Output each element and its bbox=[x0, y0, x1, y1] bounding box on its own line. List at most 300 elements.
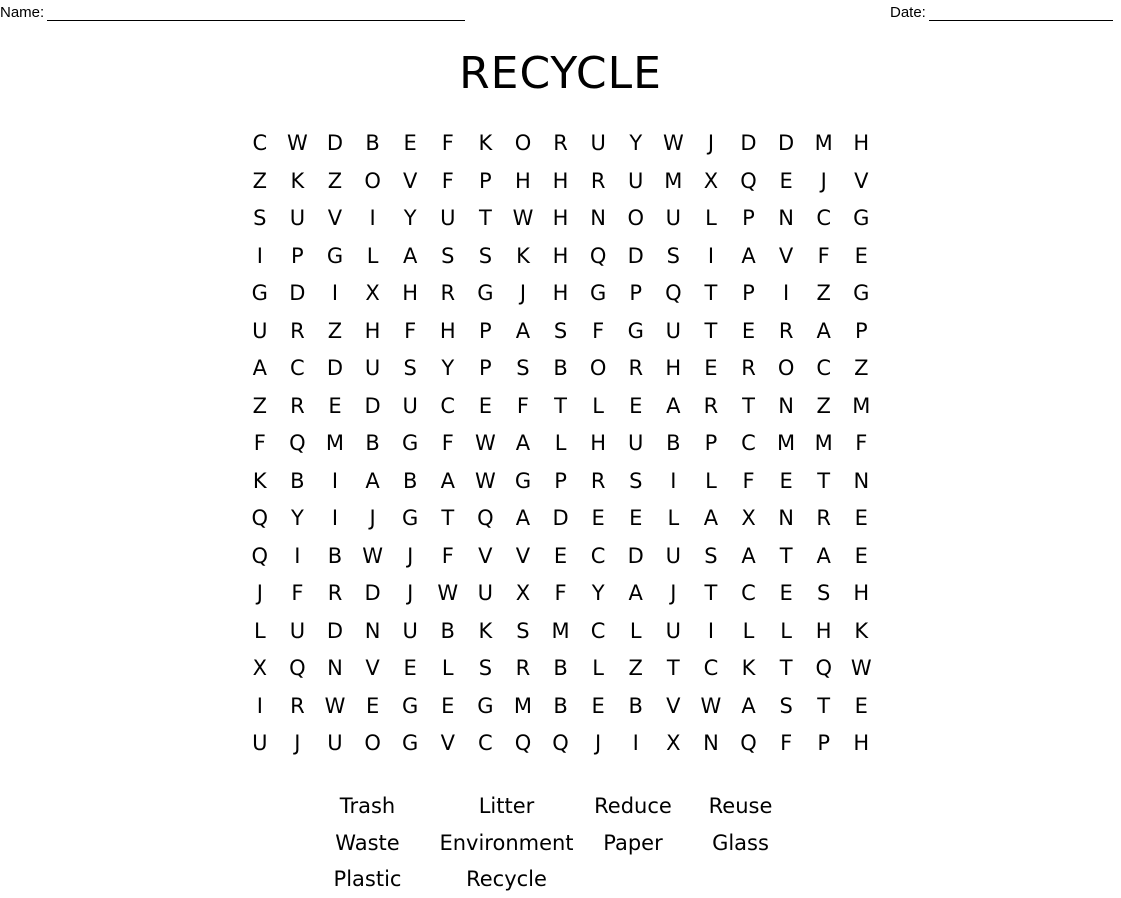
grid-letter[interactable]: E bbox=[854, 506, 868, 530]
grid-letter[interactable]: P bbox=[629, 281, 643, 305]
grid-letter[interactable]: W bbox=[512, 206, 534, 230]
grid-letter[interactable]: S bbox=[553, 318, 568, 343]
grid-letter[interactable]: E bbox=[403, 656, 417, 680]
grid-letter[interactable]: T bbox=[704, 581, 718, 605]
grid-letter[interactable]: Y bbox=[403, 206, 417, 230]
grid-letter[interactable]: C bbox=[290, 356, 305, 380]
grid-letter[interactable]: D bbox=[364, 581, 381, 605]
word-bank-item: Plastic bbox=[333, 867, 402, 891]
grid-letter[interactable]: U bbox=[289, 206, 306, 230]
grid-letter[interactable]: P bbox=[817, 731, 831, 755]
grid-letter[interactable]: E bbox=[779, 468, 793, 493]
grid-letter[interactable]: K bbox=[478, 131, 493, 155]
grid-letter[interactable]: U bbox=[665, 318, 682, 343]
grid-letter[interactable]: K bbox=[854, 618, 869, 643]
grid-letter[interactable]: S bbox=[516, 356, 530, 380]
grid-letter[interactable]: A bbox=[816, 318, 831, 343]
grid-letter[interactable]: H bbox=[665, 356, 682, 380]
grid-letter[interactable]: E bbox=[441, 693, 455, 718]
grid-letter[interactable]: K bbox=[252, 468, 267, 493]
grid-letter[interactable]: V bbox=[327, 206, 343, 230]
grid-letter[interactable]: U bbox=[628, 431, 644, 455]
grid-letter[interactable]: F bbox=[592, 318, 605, 343]
grid-letter[interactable]: H bbox=[515, 168, 531, 193]
grid-letter[interactable]: X bbox=[365, 281, 380, 305]
grid-letter[interactable]: C bbox=[440, 393, 456, 418]
grid-letter[interactable]: I bbox=[331, 506, 339, 530]
grid-letter[interactable]: X bbox=[666, 731, 681, 755]
grid-letter[interactable]: A bbox=[741, 543, 756, 568]
grid-letter[interactable]: B bbox=[553, 693, 568, 718]
grid-letter[interactable]: S bbox=[666, 243, 680, 268]
grid-letter[interactable]: F bbox=[554, 581, 567, 605]
grid-letter[interactable]: N bbox=[778, 393, 794, 418]
grid-letter[interactable]: I bbox=[256, 243, 263, 268]
grid-letter[interactable]: N bbox=[590, 206, 606, 230]
grid-letter[interactable]: D bbox=[627, 243, 644, 268]
grid-letter[interactable]: E bbox=[629, 393, 643, 418]
grid-letter[interactable]: Y bbox=[441, 356, 455, 380]
grid-letter[interactable]: I bbox=[707, 243, 715, 268]
grid-letter[interactable]: J bbox=[256, 581, 263, 605]
grid-letter[interactable]: T bbox=[704, 318, 718, 343]
grid-letter[interactable]: E bbox=[591, 693, 605, 718]
grid-letter[interactable]: M bbox=[513, 693, 533, 718]
grid-letter[interactable]: G bbox=[477, 281, 494, 305]
grid-letter[interactable]: A bbox=[402, 243, 418, 268]
grid-letter[interactable]: Z bbox=[816, 281, 831, 305]
grid-letter[interactable]: Q bbox=[552, 731, 569, 755]
grid-letter[interactable]: F bbox=[441, 543, 454, 568]
grid-letter[interactable]: L bbox=[366, 243, 379, 268]
grid-letter[interactable]: J bbox=[595, 731, 602, 755]
grid-letter[interactable]: E bbox=[403, 131, 417, 155]
grid-letter[interactable]: E bbox=[553, 543, 568, 568]
grid-letter[interactable]: G bbox=[402, 731, 419, 755]
grid-letter[interactable]: L bbox=[592, 393, 604, 418]
grid-letter[interactable]: D bbox=[740, 131, 757, 155]
grid-letter[interactable]: W bbox=[324, 693, 346, 718]
grid-letter[interactable]: C bbox=[590, 543, 606, 568]
grid-letter[interactable]: D bbox=[326, 131, 344, 155]
grid-letter[interactable]: L bbox=[780, 618, 792, 643]
grid-letter[interactable]: S bbox=[441, 243, 455, 268]
grid-letter[interactable]: R bbox=[778, 318, 794, 343]
grid-letter[interactable]: U bbox=[327, 731, 343, 755]
grid-letter[interactable]: P bbox=[704, 431, 718, 455]
grid-letter[interactable]: W bbox=[474, 468, 496, 493]
grid-letter[interactable]: O bbox=[777, 356, 795, 380]
grid-letter[interactable]: E bbox=[328, 393, 342, 418]
grid-letter[interactable]: L bbox=[592, 656, 604, 680]
grid-letter[interactable]: B bbox=[553, 656, 568, 680]
grid-letter[interactable]: L bbox=[554, 431, 567, 455]
grid-letter[interactable]: A bbox=[515, 506, 531, 530]
grid-letter[interactable]: C bbox=[590, 618, 606, 643]
grid-letter[interactable]: H bbox=[402, 281, 419, 305]
grid-letter[interactable]: Q bbox=[514, 731, 532, 755]
grid-letter[interactable]: R bbox=[628, 356, 644, 380]
grid-letter[interactable]: H bbox=[590, 431, 607, 455]
grid-letter[interactable]: U bbox=[402, 618, 418, 643]
grid-letter[interactable]: G bbox=[402, 506, 419, 530]
grid-letter[interactable]: T bbox=[779, 656, 793, 680]
grid-letter[interactable]: Z bbox=[327, 318, 343, 343]
grid-letter[interactable]: Z bbox=[252, 393, 267, 418]
grid-letter[interactable]: T bbox=[554, 393, 567, 418]
grid-letter[interactable]: V bbox=[515, 543, 531, 568]
grid-letter[interactable]: U bbox=[402, 393, 418, 418]
grid-letter[interactable]: O bbox=[627, 206, 644, 230]
grid-letter[interactable]: Q bbox=[589, 243, 607, 268]
grid-letter[interactable]: L bbox=[705, 468, 717, 493]
grid-letter[interactable]: F bbox=[780, 731, 793, 755]
grid-letter[interactable]: M bbox=[852, 393, 871, 418]
grid-letter[interactable]: G bbox=[251, 281, 268, 305]
grid-letter[interactable]: P bbox=[291, 243, 304, 268]
grid-letter[interactable]: A bbox=[365, 468, 380, 493]
grid-letter[interactable]: N bbox=[703, 731, 719, 755]
grid-letter[interactable]: Q bbox=[289, 431, 306, 455]
word-bank-item: Reduce bbox=[594, 794, 672, 818]
grid-letter[interactable]: B bbox=[628, 693, 643, 718]
grid-letter[interactable]: N bbox=[364, 618, 381, 643]
grid-letter[interactable]: C bbox=[741, 581, 756, 605]
grid-letter[interactable]: U bbox=[665, 206, 682, 230]
grid-letter[interactable]: J bbox=[519, 281, 527, 305]
grid-letter[interactable]: H bbox=[439, 318, 456, 343]
grid-letter[interactable]: R bbox=[290, 318, 305, 343]
grid-letter[interactable]: D bbox=[552, 506, 569, 530]
grid-letter[interactable]: Q bbox=[740, 168, 757, 193]
grid-letter[interactable]: N bbox=[778, 206, 794, 230]
grid-letter[interactable]: T bbox=[779, 543, 793, 568]
grid-letter[interactable]: A bbox=[628, 581, 643, 605]
grid-letter[interactable]: Y bbox=[290, 506, 304, 530]
grid-letter[interactable]: U bbox=[364, 356, 381, 380]
grid-letter[interactable]: R bbox=[590, 468, 606, 493]
grid-letter[interactable]: R bbox=[290, 393, 305, 418]
grid-letter[interactable]: I bbox=[331, 281, 339, 305]
grid-letter[interactable]: M bbox=[777, 431, 796, 455]
grid-letter[interactable]: L bbox=[667, 506, 680, 530]
grid-letter[interactable]: E bbox=[478, 393, 492, 418]
grid-letter[interactable]: P bbox=[479, 318, 492, 343]
grid-letter[interactable]: K bbox=[516, 243, 530, 268]
grid-letter[interactable]: R bbox=[741, 356, 756, 380]
grid-letter[interactable]: C bbox=[816, 206, 832, 230]
grid-letter[interactable]: F bbox=[441, 168, 454, 193]
grid-letter[interactable]: B bbox=[327, 543, 343, 568]
grid-letter[interactable]: I bbox=[256, 693, 263, 718]
grid-letter[interactable]: G bbox=[326, 243, 344, 268]
grid-letter[interactable]: F bbox=[441, 431, 454, 455]
grid-letter[interactable]: Y bbox=[591, 581, 605, 605]
grid-letter[interactable]: F bbox=[817, 243, 830, 268]
date-field[interactable] bbox=[890, 4, 1113, 21]
grid-letter[interactable]: C bbox=[816, 356, 832, 380]
grid-letter[interactable]: E bbox=[854, 243, 868, 268]
grid-letter[interactable]: B bbox=[666, 431, 681, 455]
grid-letter[interactable]: V bbox=[854, 168, 869, 193]
grid-letter[interactable]: G bbox=[853, 281, 870, 305]
name-field[interactable] bbox=[0, 4, 465, 21]
grid-letter[interactable]: A bbox=[515, 431, 531, 455]
grid-letter[interactable]: G bbox=[590, 281, 607, 305]
grid-letter[interactable]: F bbox=[742, 468, 755, 493]
grid-letter[interactable]: F bbox=[404, 318, 417, 343]
grid-letter[interactable]: H bbox=[853, 731, 870, 755]
grid-letter[interactable]: E bbox=[779, 168, 793, 193]
grid-letter[interactable]: Q bbox=[251, 543, 269, 568]
grid-letter[interactable]: G bbox=[402, 431, 419, 455]
grid-letter[interactable]: R bbox=[816, 506, 831, 530]
grid-letter[interactable]: H bbox=[853, 131, 870, 155]
grid-letter[interactable]: Q bbox=[665, 281, 682, 305]
grid-letter[interactable]: D bbox=[364, 393, 381, 418]
grid-letter[interactable]: W bbox=[662, 131, 684, 155]
grid-letter[interactable]: S bbox=[629, 468, 643, 493]
grid-letter[interactable]: A bbox=[703, 506, 719, 530]
grid-letter[interactable]: E bbox=[591, 506, 605, 530]
grid-letter[interactable]: H bbox=[552, 243, 569, 268]
grid-letter[interactable]: X bbox=[703, 168, 719, 193]
grid-letter[interactable]: A bbox=[666, 393, 681, 418]
grid-letter[interactable]: S bbox=[704, 543, 718, 568]
grid-letter[interactable]: J bbox=[407, 581, 414, 605]
grid-letter[interactable]: H bbox=[552, 281, 569, 305]
grid-letter[interactable]: S bbox=[817, 581, 831, 605]
grid-letter[interactable]: U bbox=[252, 318, 268, 343]
grid-letter[interactable]: D bbox=[326, 356, 344, 380]
grid-letter[interactable]: E bbox=[741, 318, 756, 343]
date-line[interactable] bbox=[929, 4, 1113, 21]
grid-letter[interactable]: Q bbox=[815, 656, 832, 680]
grid-letter[interactable]: M bbox=[814, 431, 833, 455]
grid-letter[interactable]: V bbox=[666, 693, 681, 718]
grid-letter[interactable]: H bbox=[853, 581, 870, 605]
grid-letter[interactable]: W bbox=[362, 543, 383, 568]
grid-letter[interactable]: W bbox=[287, 131, 308, 155]
grid-letter[interactable]: C bbox=[252, 131, 268, 155]
grid-letter[interactable]: P bbox=[854, 318, 868, 343]
grid-letter[interactable]: I bbox=[331, 468, 339, 493]
grid-letter[interactable]: B bbox=[553, 356, 568, 380]
grid-letter[interactable]: I bbox=[369, 206, 376, 230]
grid-letter[interactable]: G bbox=[853, 206, 870, 230]
grid-letter[interactable]: A bbox=[440, 468, 455, 493]
grid-letter[interactable]: L bbox=[705, 206, 717, 230]
letter-grid[interactable] bbox=[241, 125, 880, 763]
grid-letter[interactable]: E bbox=[629, 506, 643, 530]
grid-letter[interactable]: S bbox=[478, 243, 493, 268]
grid-letter[interactable]: X bbox=[252, 656, 267, 680]
grid-letter[interactable]: R bbox=[327, 581, 343, 605]
grid-letter[interactable]: D bbox=[778, 131, 795, 155]
grid-letter[interactable]: R bbox=[590, 168, 606, 193]
grid-letter[interactable]: L bbox=[441, 656, 454, 680]
grid-letter[interactable]: O bbox=[364, 731, 381, 755]
grid-letter[interactable]: U bbox=[665, 543, 682, 568]
grid-letter[interactable]: V bbox=[478, 543, 493, 568]
grid-letter[interactable]: O bbox=[364, 168, 381, 193]
grid-letter[interactable]: J bbox=[369, 506, 376, 530]
grid-letter[interactable]: U bbox=[477, 581, 494, 605]
grid-letter[interactable]: E bbox=[854, 543, 868, 568]
grid-letter[interactable]: T bbox=[742, 393, 755, 418]
grid-letter[interactable]: U bbox=[590, 131, 606, 155]
grid-letter[interactable]: D bbox=[627, 543, 644, 568]
grid-letter[interactable]: V bbox=[402, 168, 418, 193]
grid-letter[interactable]: V bbox=[440, 731, 455, 755]
grid-letter[interactable]: L bbox=[253, 618, 266, 643]
grid-letter[interactable]: P bbox=[554, 468, 567, 493]
grid-letter[interactable]: F bbox=[855, 431, 868, 455]
grid-letter[interactable]: G bbox=[514, 468, 532, 493]
grid-letter[interactable]: B bbox=[365, 131, 380, 155]
grid-letter[interactable]: N bbox=[853, 468, 870, 493]
grid-letter[interactable]: F bbox=[253, 431, 266, 455]
grid-letter[interactable]: R bbox=[290, 693, 305, 718]
grid-letter[interactable]: Z bbox=[628, 656, 643, 680]
grid-letter[interactable]: H bbox=[552, 206, 569, 230]
grid-letter[interactable]: L bbox=[629, 618, 642, 643]
grid-letter[interactable]: E bbox=[365, 693, 380, 718]
grid-letter[interactable]: L bbox=[742, 618, 755, 643]
grid-letter[interactable]: M bbox=[814, 131, 833, 155]
grid-letter[interactable]: O bbox=[589, 356, 607, 380]
grid-letter[interactable]: J bbox=[670, 581, 677, 605]
grid-letter[interactable]: D bbox=[289, 281, 306, 305]
grid-letter[interactable]: T bbox=[666, 656, 680, 680]
name-line[interactable] bbox=[47, 4, 465, 21]
grid-letter[interactable]: M bbox=[325, 431, 345, 455]
grid-letter[interactable]: F bbox=[441, 131, 454, 155]
grid-letter[interactable]: I bbox=[707, 618, 715, 643]
grid-letter[interactable]: I bbox=[783, 281, 790, 305]
word-bank-item: Environment bbox=[439, 830, 574, 855]
grid-letter[interactable]: J bbox=[820, 168, 827, 193]
grid-letter[interactable]: Z bbox=[252, 168, 267, 193]
grid-letter[interactable]: Q bbox=[477, 506, 494, 530]
grid-letter[interactable]: U bbox=[628, 168, 644, 193]
grid-letter[interactable]: W bbox=[474, 431, 496, 455]
word-bank-item: Waste bbox=[335, 830, 400, 855]
grid-letter[interactable]: I bbox=[670, 468, 677, 493]
word-bank-item: Glass bbox=[712, 830, 769, 855]
grid-letter[interactable]: B bbox=[402, 468, 418, 493]
grid-letter[interactable]: D bbox=[326, 618, 344, 643]
grid-letter[interactable]: G bbox=[627, 318, 644, 343]
grid-letter[interactable]: K bbox=[741, 656, 756, 680]
grid-letter[interactable]: X bbox=[741, 506, 756, 530]
grid-letter[interactable]: R bbox=[515, 656, 531, 680]
grid-letter[interactable]: P bbox=[742, 281, 755, 305]
grid-letter[interactable]: U bbox=[252, 731, 268, 755]
grid-letter[interactable]: V bbox=[778, 243, 794, 268]
grid-letter[interactable]: U bbox=[665, 618, 682, 643]
grid-letter[interactable]: A bbox=[816, 543, 831, 568]
grid-letter[interactable]: T bbox=[441, 506, 455, 530]
grid-letter[interactable]: S bbox=[253, 206, 267, 230]
grid-letter[interactable]: Q bbox=[740, 731, 757, 755]
grid-letter[interactable]: Q bbox=[289, 656, 306, 680]
grid-letter[interactable]: T bbox=[817, 468, 831, 493]
grid-letter[interactable]: T bbox=[478, 206, 492, 230]
grid-letter[interactable]: N bbox=[327, 656, 343, 680]
grid-letter[interactable]: B bbox=[440, 618, 455, 643]
grid-letter[interactable]: R bbox=[703, 393, 719, 418]
grid-letter[interactable]: T bbox=[817, 693, 831, 718]
grid-letter[interactable]: G bbox=[477, 693, 494, 718]
grid-letter[interactable]: E bbox=[779, 581, 793, 605]
grid-letter[interactable]: C bbox=[703, 656, 719, 680]
grid-letter[interactable]: P bbox=[479, 168, 492, 193]
grid-letter[interactable]: R bbox=[553, 131, 568, 155]
grid-letter[interactable]: K bbox=[478, 618, 493, 643]
grid-letter[interactable]: I bbox=[632, 731, 639, 755]
grid-letter[interactable]: U bbox=[440, 206, 456, 230]
grid-letter[interactable]: S bbox=[779, 693, 793, 718]
grid-letter[interactable]: I bbox=[294, 543, 301, 568]
grid-letter[interactable]: J bbox=[407, 543, 414, 568]
grid-letter[interactable]: U bbox=[289, 618, 306, 643]
grid-letter[interactable]: Y bbox=[629, 131, 643, 155]
grid-letter[interactable]: Z bbox=[816, 393, 831, 418]
grid-letter[interactable]: O bbox=[514, 131, 532, 155]
grid-letter[interactable]: Z bbox=[327, 168, 343, 193]
grid-letter[interactable]: B bbox=[290, 468, 305, 493]
grid-letter[interactable]: Q bbox=[251, 506, 269, 530]
grid-letter[interactable]: K bbox=[290, 168, 305, 193]
grid-letter[interactable]: C bbox=[741, 431, 756, 455]
grid-letter[interactable]: Z bbox=[854, 356, 869, 380]
grid-letter[interactable]: S bbox=[403, 356, 417, 380]
grid-letter[interactable]: F bbox=[291, 581, 304, 605]
grid-letter[interactable]: W bbox=[850, 656, 872, 680]
grid-letter[interactable]: S bbox=[478, 656, 493, 680]
word-bank-item: Recycle bbox=[466, 867, 547, 891]
grid-letter[interactable]: F bbox=[516, 393, 529, 418]
grid-letter[interactable]: X bbox=[515, 581, 531, 605]
grid-letter[interactable]: W bbox=[437, 581, 459, 605]
grid-letter[interactable]: C bbox=[478, 731, 493, 755]
grid-letter[interactable]: A bbox=[741, 243, 756, 268]
grid-letter[interactable]: M bbox=[664, 168, 683, 193]
grid-letter[interactable]: H bbox=[815, 618, 832, 643]
grid-letter[interactable]: E bbox=[704, 356, 718, 380]
grid-letter[interactable]: H bbox=[364, 318, 381, 343]
grid-letter[interactable]: J bbox=[707, 131, 715, 155]
grid-letter[interactable]: G bbox=[402, 693, 419, 718]
grid-letter[interactable]: J bbox=[294, 731, 301, 755]
grid-letter[interactable]: T bbox=[704, 281, 718, 305]
grid-letter[interactable]: A bbox=[741, 693, 756, 718]
grid-letter[interactable]: P bbox=[742, 206, 755, 230]
grid-letter[interactable]: N bbox=[778, 506, 794, 530]
grid-letter[interactable]: P bbox=[479, 356, 492, 380]
grid-letter[interactable]: E bbox=[854, 693, 868, 718]
grid-letter[interactable]: S bbox=[516, 618, 530, 643]
grid-letter[interactable]: M bbox=[551, 618, 570, 643]
grid-letter[interactable]: V bbox=[365, 656, 380, 680]
grid-letter[interactable]: H bbox=[552, 168, 569, 193]
grid-letter[interactable]: B bbox=[365, 431, 380, 455]
grid-letter[interactable]: R bbox=[440, 281, 456, 305]
grid-letter[interactable]: W bbox=[700, 693, 722, 718]
grid-letter[interactable]: A bbox=[515, 318, 531, 343]
grid-letter[interactable]: A bbox=[252, 356, 267, 380]
